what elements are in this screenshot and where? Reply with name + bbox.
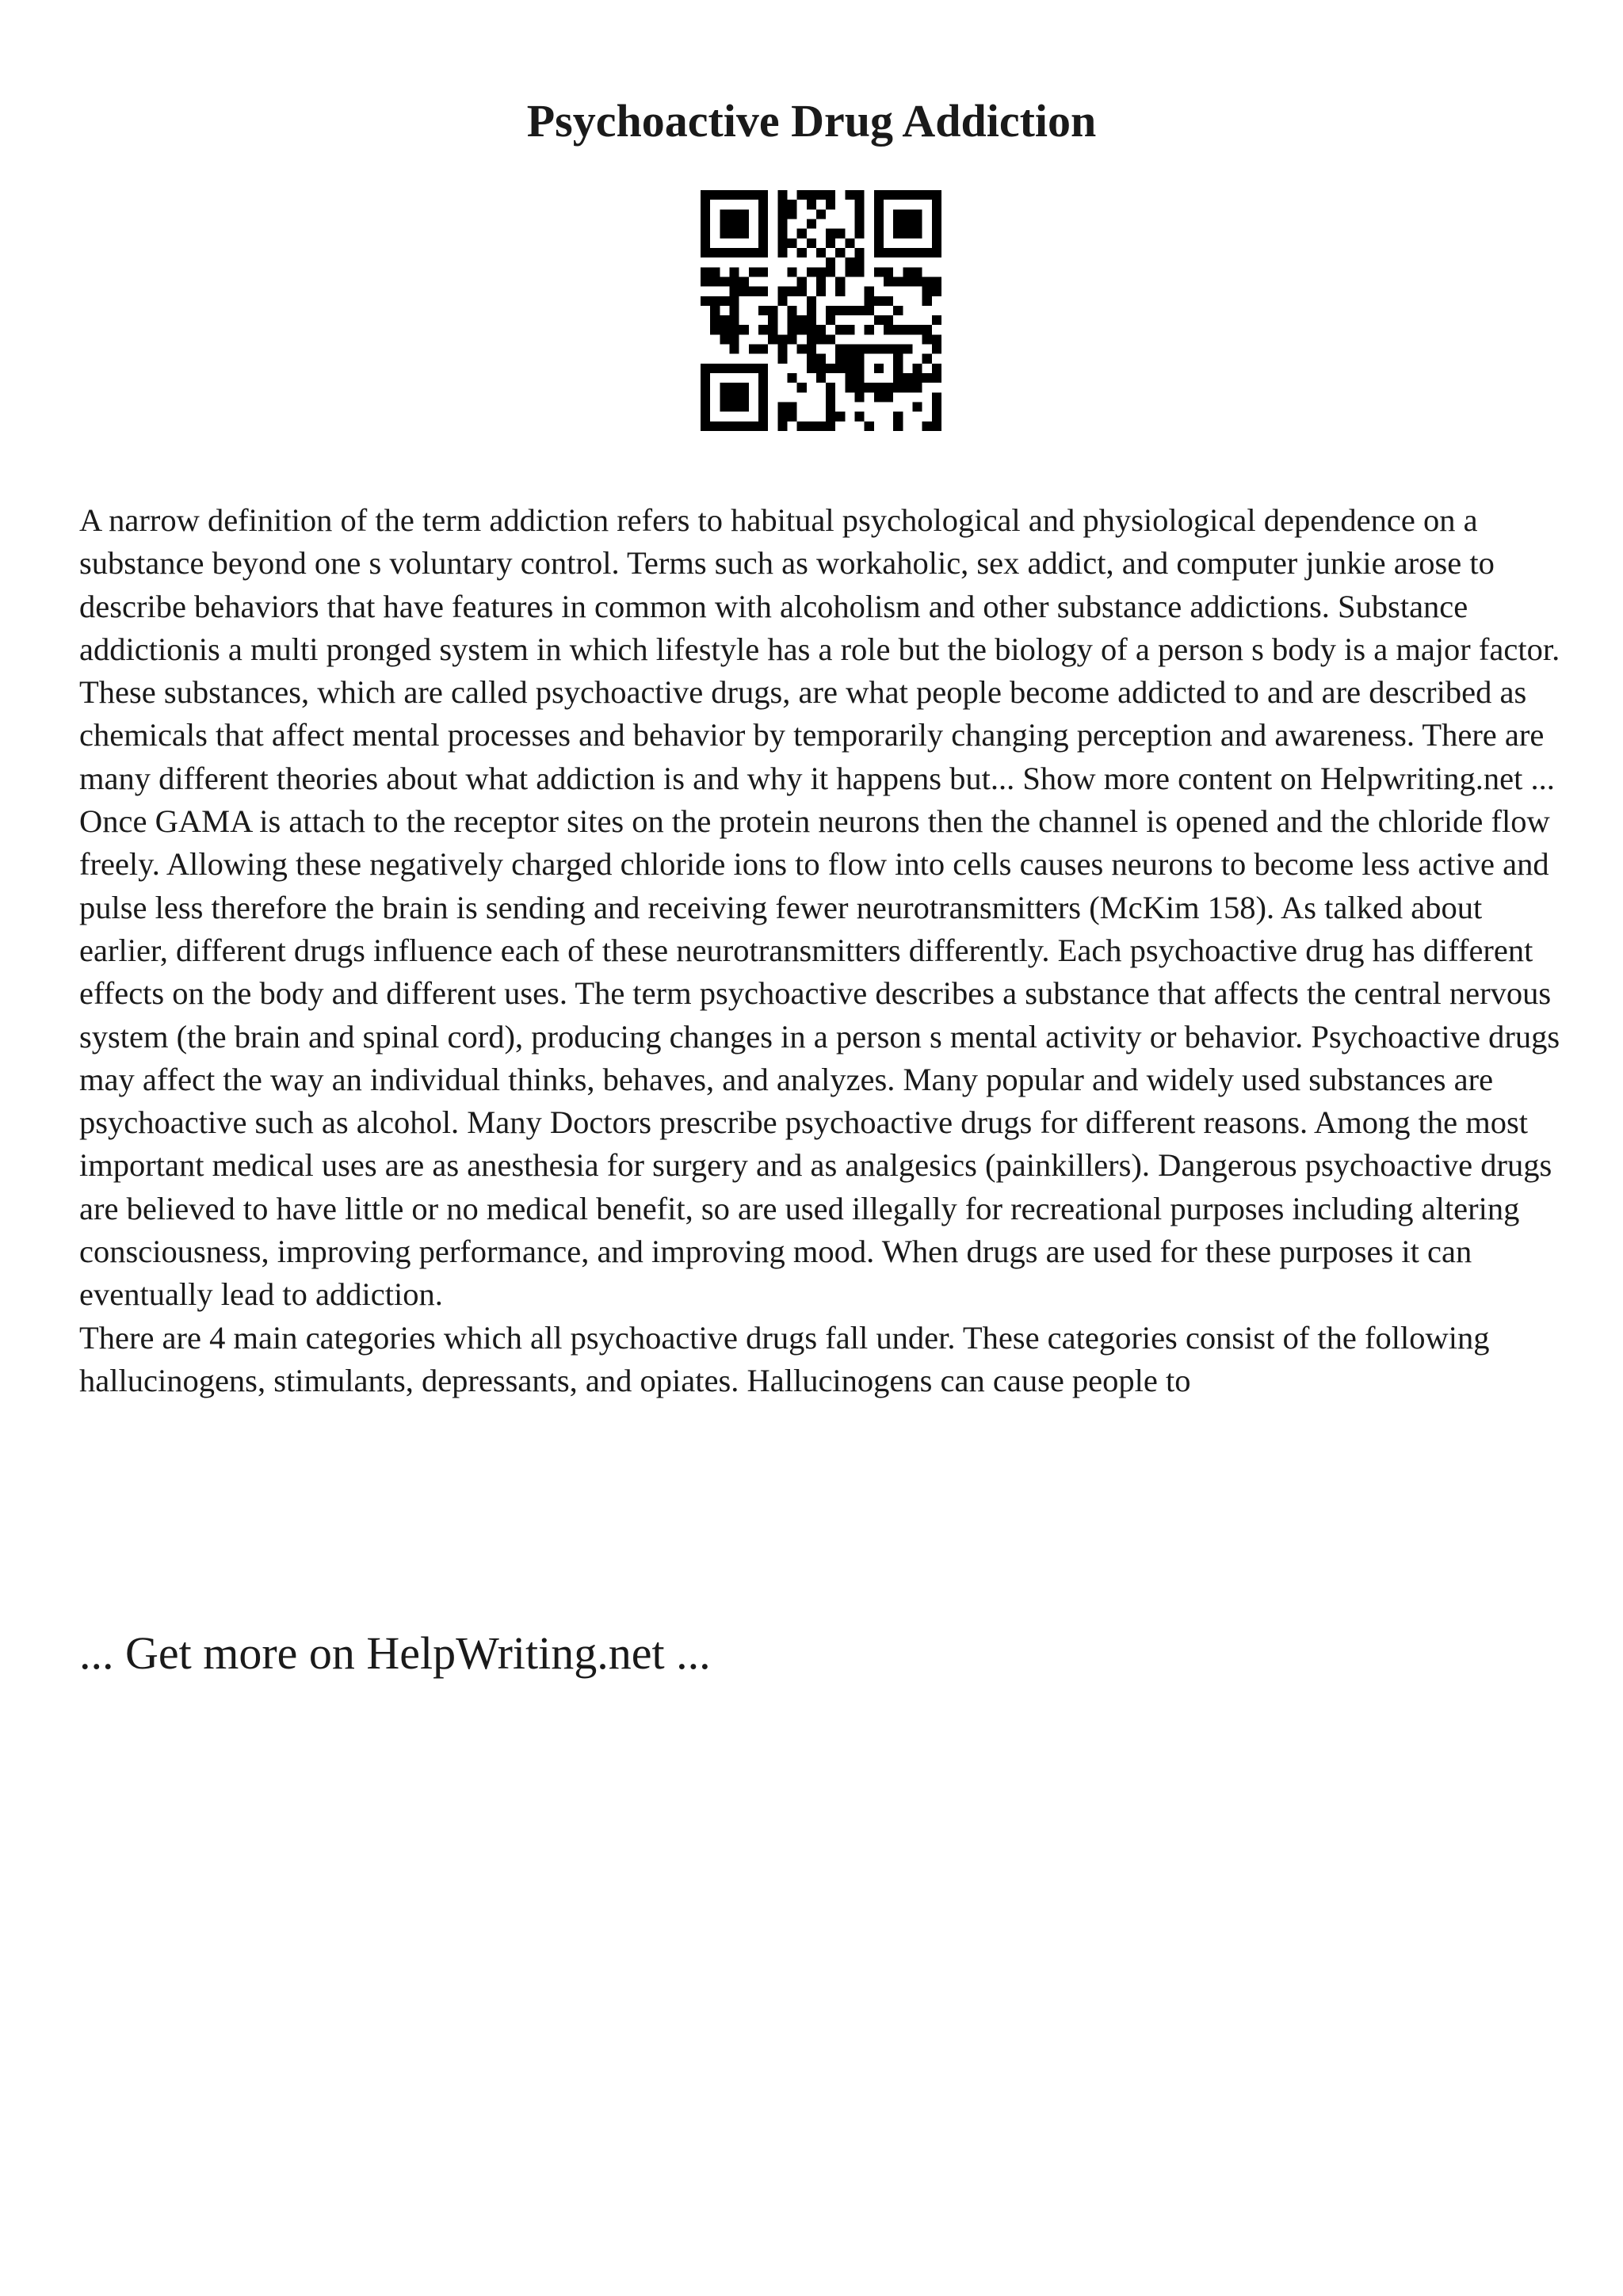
document-title: Psychoactive Drug Addiction [526,95,1097,147]
get-more-link[interactable]: ... Get more on HelpWriting.net ... [79,1627,711,1679]
paragraph-1: A narrow definition of the term addiction refers to habitual psychological and physiological dependence on a substance beyond one s voluntary control. Terms such as workaholic, sex addict, and computer junkie arose to describe behaviors that have features in common with alcoholism and other substance addictions. Substance addictionis a multi pronged system in which lifestyle has a role but the biology of a person s body is a major factor. These substances, which are called psychoactive drugs, are what people become addicted to and are described as chemicals that affect mental processes and behavior by temporarily changing perception and awareness. There are many different theories about what addiction is and why it happens but... Show more content on Helpwriting.net ... [79,502,1560,796]
paragraph-3: There are 4 main categories which all psychoactive drugs fall under. These categories consist of the following hallucinogens, stimulants, depressants, and opiates. Hallucinogens can cause people to [79,1319,1490,1398]
qr-code-icon [701,190,941,431]
paragraph-2: Once GAMA is attach to the receptor sites on the protein neurons then the channel is opened and the chloride flow freely. Allowing these negatively charged chloride ions to flow into cells causes neurons to become less active and pulse less therefore the brain is sending and receiving fewer neurotransmitters (McKim 158). As talked about earlier, different drugs influence each of these neurotransmitters differently. Each psychoactive drug has different effects on the body and different uses. The term psychoactive describes a substance that affects the central nervous system (the brain and spinal cord), producing changes in a person s mental activity or behavior. Psychoactive drugs may affect the way an individual thinks, behaves, and analyzes. Many popular and widely used substances are psychoactive such as alcohol. Many Doctors prescribe psychoactive drugs for different reasons. Among the most important medical uses are as anesthesia for surgery and as analgesics (painkillers). Dangerous psychoactive drugs are believed to have little or no medical benefit, so are used illegally for recreational purposes including altering consciousness, improving performance, and improving mood. When drugs are used for these purposes it can eventually lead to addiction. [79,803,1560,1313]
document-body [79,499,1569,1402]
